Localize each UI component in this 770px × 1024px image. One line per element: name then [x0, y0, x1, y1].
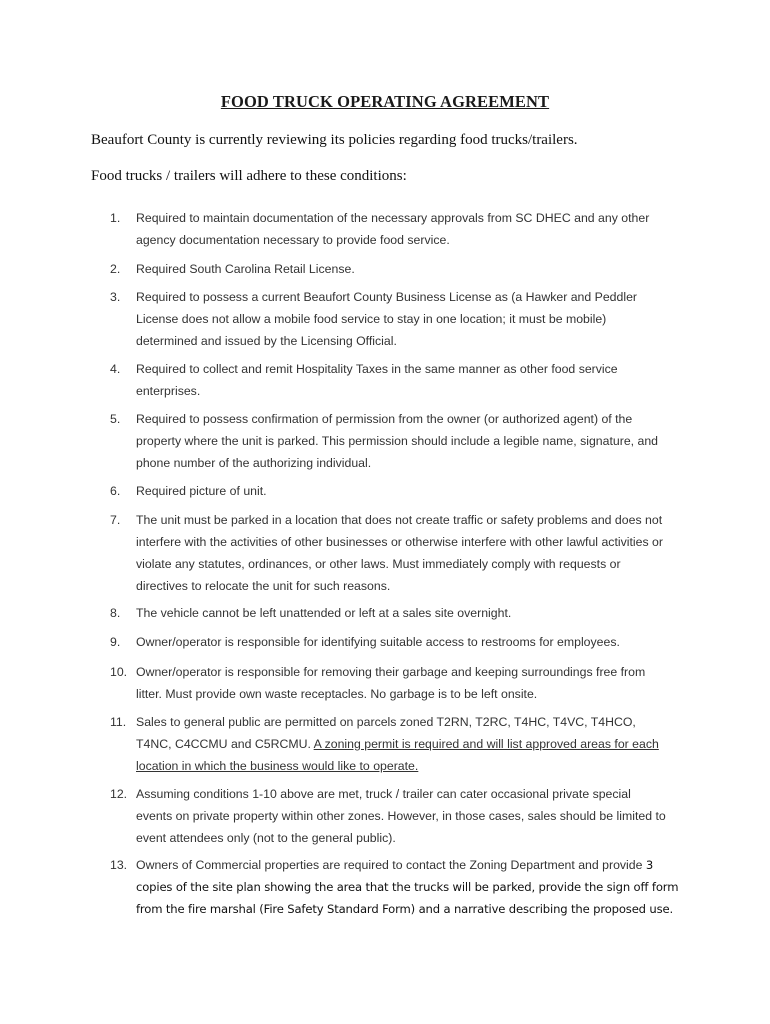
list-item-number: 10.: [110, 665, 128, 679]
list-item-number: 8.: [110, 606, 121, 620]
list-item-text: Owner/operator is responsible for identifying suitable access to restrooms for employees.: [136, 635, 620, 649]
list-item-text: Required to possess a current Beaufort County Business License as (a Hawker and Peddler License does not allow a mobile food service to stay in one location; it must be mobile) determined and issued by the Licensing Official.: [136, 290, 638, 348]
list-item-number: 4.: [110, 362, 121, 376]
list-item-text: Required picture of unit.: [136, 484, 267, 498]
zoning-permit-note-continued: location in which the business would like to operate.: [136, 759, 419, 773]
document-title: FOOD TRUCK OPERATING AGREEMENT: [220, 92, 550, 111]
list-item-number: 11.: [110, 715, 127, 729]
list-item-text: Required to maintain documentation of the necessary approvals from SC DHEC and any other agency documentation necessary to provide food service.: [136, 211, 650, 247]
list-item-text: Required South Carolina Retail License.: [136, 262, 355, 276]
list-item-text: Owner/operator is responsible for removing their garbage and keeping surroundings free from litter. Must provide own waste receptacles. No garbage is to be left onsite.: [136, 665, 646, 701]
list-item-number: 6.: [110, 484, 121, 498]
intro-paragraph: Beaufort County is currently reviewing its policies regarding food trucks/trailers.: [91, 132, 578, 148]
list-item-text: The unit must be parked in a location that does not create traffic or safety problems and does not interfere with the activities of other businesses or otherwise interfere with other lawful activities or violate any statutes, ordinances, or other laws. Must immediately comply with requests or directives to relocate the unit for such reasons.: [136, 513, 663, 593]
list-item-text: Assuming conditions 1-10 above are met, truck / trailer can cater occasional private special events on private property within other zones. However, in those cases, sales should be limited to event attendees only (not to the general public).: [136, 787, 666, 845]
zoning-permit-note: A zoning permit is required and will list approved areas for each: [313, 737, 659, 751]
list-item-number: 1.: [110, 211, 121, 225]
list-item-text: The vehicle cannot be left unattended or left at a sales site overnight.: [136, 606, 512, 620]
list-item-number: 5.: [110, 412, 121, 426]
list-item-number: 2.: [110, 262, 121, 276]
list-item-number: 3.: [110, 290, 121, 304]
list-item-text: Sales to general public are permitted on parcels zoned T2RN, T2RC, T4HC, T4VC, T4HCO, T4NC, C4CCMU and C5RCMU. A zoning permit is required and will list approved areas for each location in which the business would like to operate.: [136, 711, 696, 777]
list-item-text: Required to possess confirmation of permission from the owner (or authorized agent) of the property where the unit is parked. This permission should include a legible name, signature, and phone number of the authorizing individual.: [136, 412, 659, 470]
list-item-number: 13.: [110, 858, 128, 872]
list-item-number: 9.: [110, 635, 121, 649]
list-item-text: Required to collect and remit Hospitality Taxes in the same manner as other food service enterprises.: [136, 362, 618, 398]
list-item-number: 7.: [110, 513, 121, 527]
list-item-number: 12.: [110, 787, 128, 801]
conditions-heading: Food trucks / trailers will adhere to these conditions:: [91, 168, 407, 184]
list-item-text: Owners of Commercial properties are required to contact the Zoning Department and provide 3 copies of the site plan showing the area that the trucks will be parked, provide the sign off form from the fire marshal (Fire Safety Standard Form) and a narrative describing the proposed use.: [136, 858, 679, 916]
